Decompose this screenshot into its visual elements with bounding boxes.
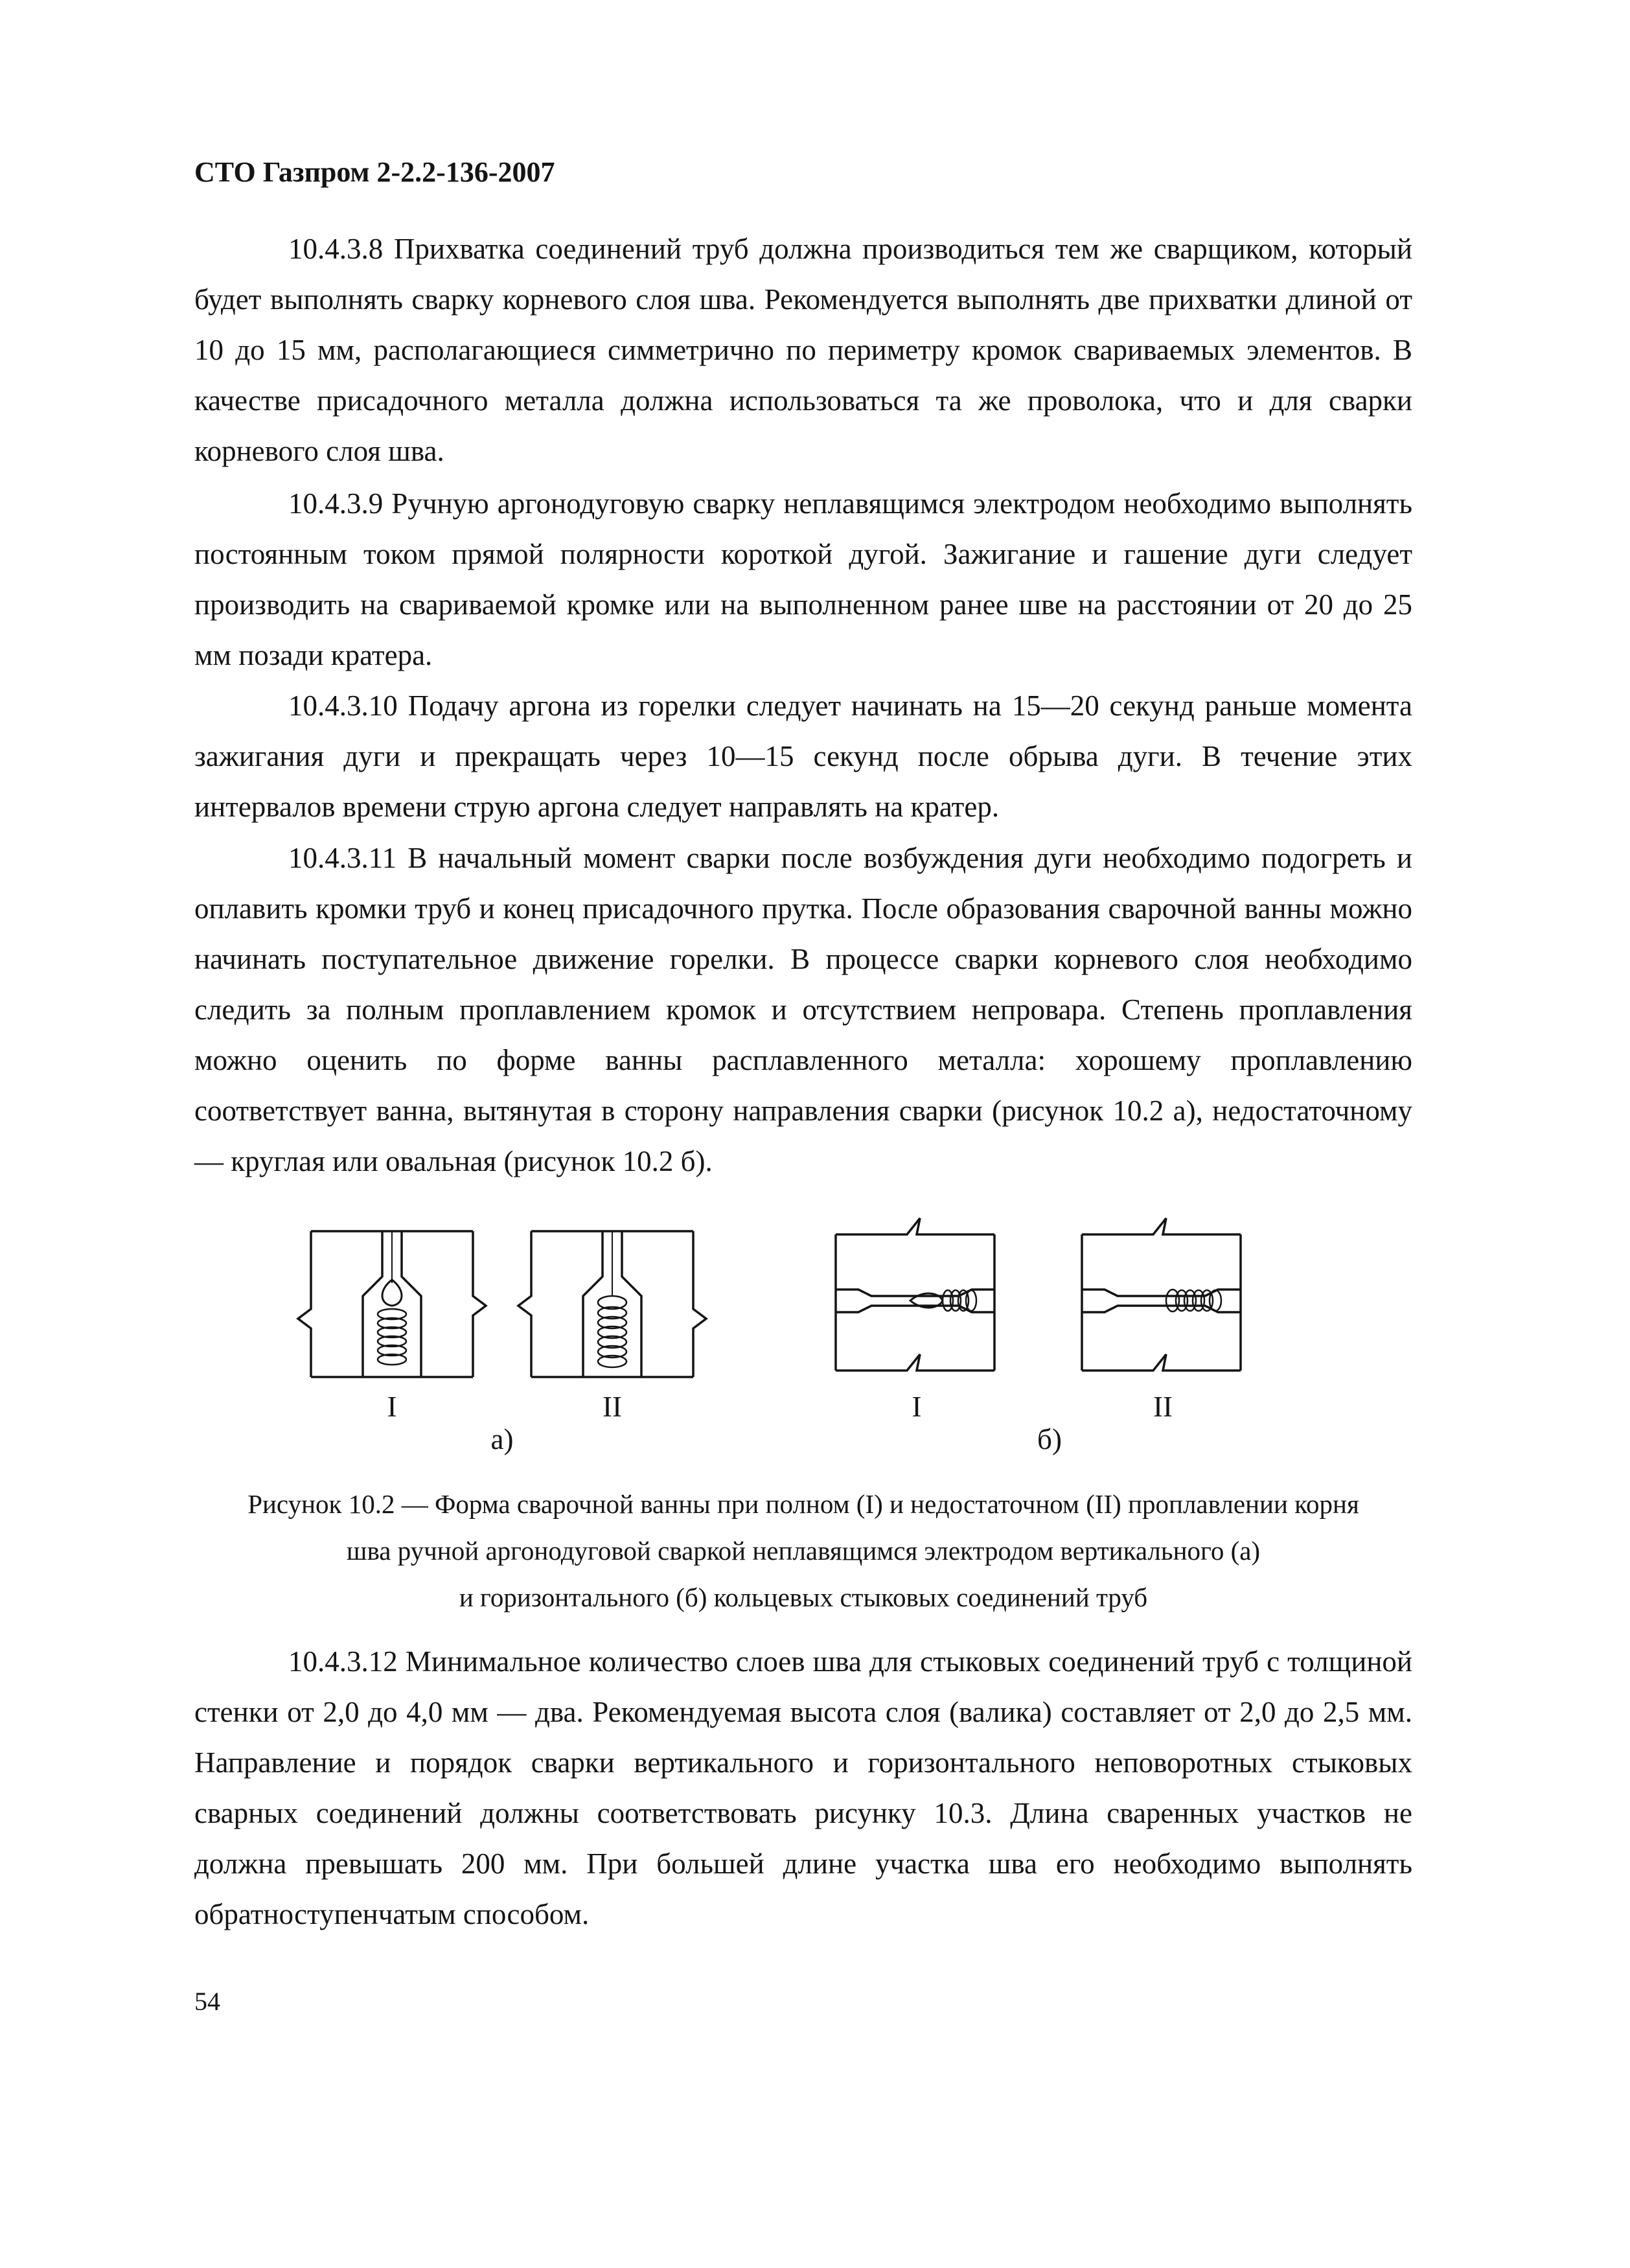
horizontal-joint-insufficient-penetration-drawing [1082, 1218, 1241, 1371]
caption-line-2: шва ручной аргонодуговой сваркой неплавящимся электродом вертикального (а) [346, 1536, 1261, 1566]
document-header: СТО Газпром 2-2.2-136-2007 [194, 156, 555, 188]
label-b-II: II [1153, 1391, 1173, 1423]
label-a: а) [490, 1423, 514, 1455]
label-b-I: I [912, 1391, 922, 1423]
paragraph-10-4-3-11: 10.4.3.11 В начальный момент сварки после возбуждения дуги необходимо подогреть и оплавить кромки труб и конец присадочного прутка. После образования сварочной ванны можно начинать поступательное движение горелки. В процессе сварки корневого слоя необходимо следить за полным проплавлением кромок и отсутствием непровара. Степень проплавления можно оценить по форме ванны расплавленного металла: хорошему проплавлению соответствует ванна, вытянутая в сторону направления сварки (рисунок 10.2 а), недостаточному — круглая или овальная (рисунок 10.2 б). [194, 842, 1412, 1177]
label-a-II: II [603, 1391, 622, 1423]
vertical-joint-insufficient-penetration-drawing [518, 1231, 706, 1377]
page-number: 54 [194, 1987, 220, 2016]
figure-caption [194, 1481, 1412, 1621]
label-b: б) [1037, 1423, 1062, 1455]
label-a-I: I [387, 1391, 397, 1423]
paragraph-10-4-3-12: 10.4.3.12 Минимальное количество слоев шва для стыковых соединений труб с толщиной стенки от 2,0 до 4,0 мм — два. Рекомендуемая высота слоя (валика) составляет от 2,0 до 2,5 мм. Направление и порядок сварки вертикального и горизонтального неповоротных стыковых сварных соединений должны соответствовать рисунку 10.3. Длина сваренных участков не должна превышать 200 мм. При большей длине участка шва его необходимо выполнять обратноступенчатым способом. [194, 1645, 1412, 1930]
paragraph-10-4-3-10: 10.4.3.10 Подачу аргона из горелки следует начинать на 15—20 секунд раньше момента зажигания дуги и прекращать через 10—15 секунд после обрыва дуги. В течение этих интервалов времени струю аргона следует направлять на кратер. [194, 689, 1412, 823]
paragraph-10-4-3-9: 10.4.3.9 Ручную аргонодуговую сварку неплавящимся электродом необходимо выполнять постоянным током прямой полярности короткой дугой. Зажигание и гашение дуги следует производить на свариваемой кромке или на выполненном ранее шве на расстоянии от 20 до 25 мм позади кратера. [194, 487, 1412, 671]
paragraph-10-4-3-8: 10.4.3.8 Прихватка соединений труб должна производиться тем же сварщиком, который будет выполнять сварку корневого слоя шва. Рекомендуется выполнять две прихватки длиной от 10 до 15 мм, располагающиеся симметрично по периметру кромок свариваемых элементов. В качестве присадочного металла должна использоваться та же проволока, что и для сварки корневого слоя шва. [194, 233, 1412, 467]
caption-line-3: и горизонтального (б) кольцевых стыковых соединений труб [459, 1582, 1148, 1612]
weld-pool-drawings [285, 1199, 1386, 1458]
horizontal-joint-full-penetration-drawing [836, 1218, 994, 1371]
vertical-joint-full-penetration-drawing [298, 1231, 486, 1377]
figure-10-2 [285, 1199, 1386, 1497]
caption-line-1: Рисунок 10.2 — Форма сварочной ванны при полном (I) и недостаточном (II) проплавлении корня [247, 1489, 1359, 1519]
